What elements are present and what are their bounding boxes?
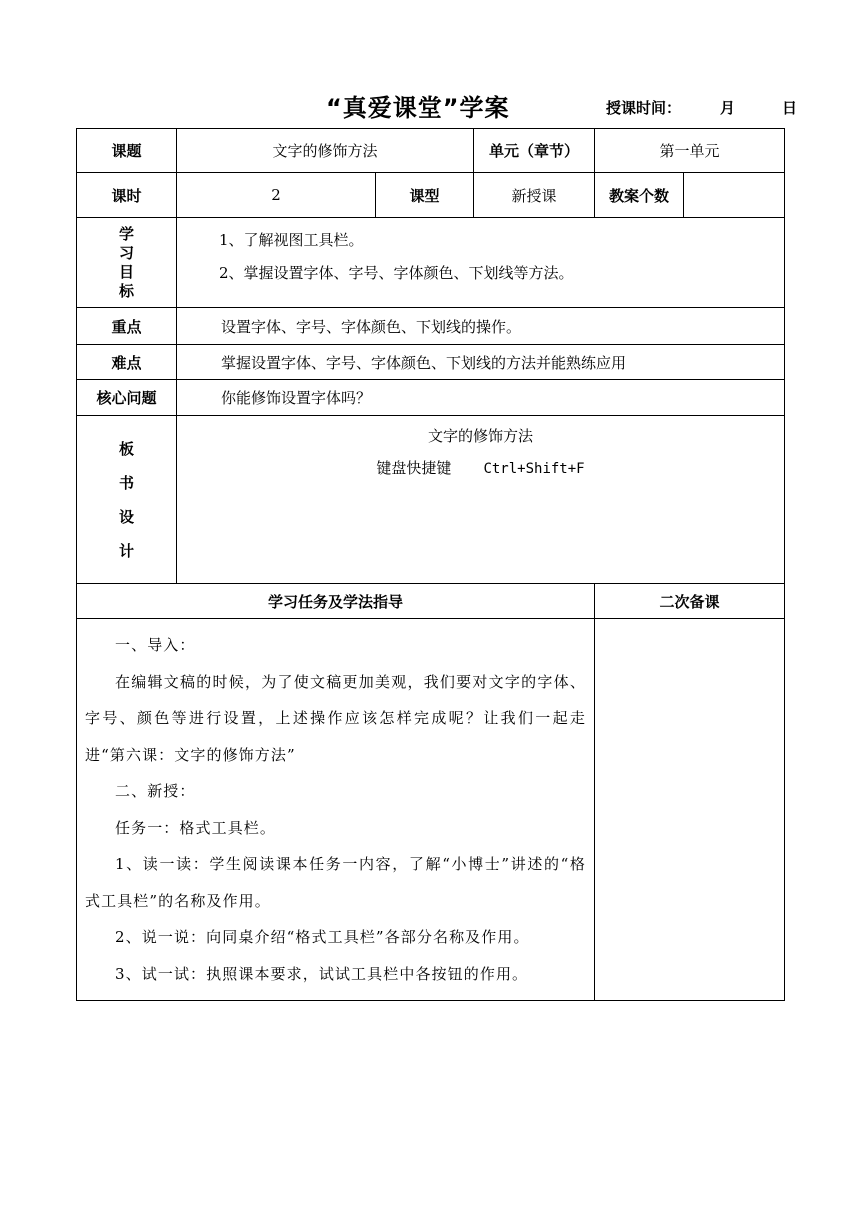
goals-label-char: 学: [118, 224, 134, 243]
task-paragraph: 2、说一说：向同桌介绍“格式工具栏”各部分名称及作用。: [115, 928, 530, 946]
second-prep-header: 二次备课: [595, 584, 785, 619]
task-paragraph: 二、新授：: [115, 782, 196, 800]
board-line-2: [177, 458, 784, 479]
difficulty-label: 难点: [77, 345, 177, 380]
goals-row: [77, 218, 785, 308]
section-header-row: [77, 584, 785, 619]
count-label: 教案个数: [595, 173, 684, 218]
key-point-label: 重点: [77, 308, 177, 345]
task-paragraph: 任务一：格式工具栏。: [115, 818, 277, 837]
board-content: [177, 416, 785, 584]
month-label: 月: [720, 99, 736, 117]
core-question-row: [77, 380, 785, 416]
tasks-content: [77, 619, 595, 1001]
goals-label-char: 标: [118, 281, 134, 300]
goals-content: [177, 218, 785, 308]
unit-value: 第一单元: [595, 129, 785, 173]
count-value: [684, 173, 785, 218]
goals-label: [77, 218, 177, 308]
topic-label: 课题: [77, 129, 177, 173]
unit-label: 单元（章节）: [474, 129, 595, 173]
teaching-time-label: 授课时间：: [606, 99, 682, 117]
goal-item: 1、了解视图工具栏。: [219, 231, 364, 249]
topic-value: 文字的修饰方法: [177, 129, 474, 173]
board-line-1: 文字的修饰方法: [428, 427, 534, 445]
task-paragraph: 一、导入：: [115, 636, 196, 654]
key-point-row: [77, 308, 785, 345]
core-question-label: 核心问题: [77, 380, 177, 416]
board-label-char: 计: [118, 541, 134, 560]
board-label: [77, 416, 177, 584]
board-row: [77, 416, 785, 584]
key-point-value: 设置字体、字号、字体颜色、下划线的操作。: [177, 308, 785, 345]
hours-value: 2: [177, 173, 376, 218]
board-shortcut-keys: Ctrl+Shift+F: [483, 461, 585, 477]
task-paragraph: 1、读一读：学生阅读课本任务一内容，了解“小博士”讲述的“格式工具栏”的名称及作用。: [85, 855, 587, 910]
day-label: 日: [782, 99, 798, 117]
second-prep-content: [595, 619, 785, 1001]
goals-label-char: 习: [118, 243, 134, 262]
task-paragraph: 在编辑文稿的时候，为了使文稿更加美观，我们要对文字的字体、字号、颜色等进行设置，上述操作应该怎样完成呢？让我们一起走进“第六课：文字的修饰方法”: [85, 672, 587, 764]
type-value: 新授课: [474, 173, 595, 218]
tasks-header: 学习任务及学法指导: [77, 584, 595, 619]
hours-row: [77, 173, 785, 218]
difficulty-value: 掌握设置字体、字号、字体颜色、下划线的方法并能熟练应用: [177, 345, 785, 380]
page-title: “真爱课堂”学案: [326, 94, 510, 122]
content-row: [77, 619, 785, 1001]
goals-label-char: 目: [118, 262, 134, 281]
goal-item: 2、掌握设置字体、字号、字体颜色、下划线等方法。: [219, 264, 574, 282]
difficulty-row: [77, 345, 785, 380]
hours-label: 课时: [77, 173, 177, 218]
core-question-value: 你能修饰设置字体吗？: [177, 380, 785, 416]
topic-row: [77, 129, 785, 173]
board-shortcut-text: 键盘快捷键: [376, 459, 452, 477]
lesson-plan-table: [76, 128, 785, 1001]
board-label-char: 设: [118, 507, 134, 526]
board-label-char: 板: [118, 439, 134, 458]
task-paragraph: 3、试一试：执照课本要求，试试工具栏中各按钮的作用。: [115, 964, 529, 983]
board-label-char: 书: [118, 473, 134, 492]
type-label: 课型: [376, 173, 474, 218]
